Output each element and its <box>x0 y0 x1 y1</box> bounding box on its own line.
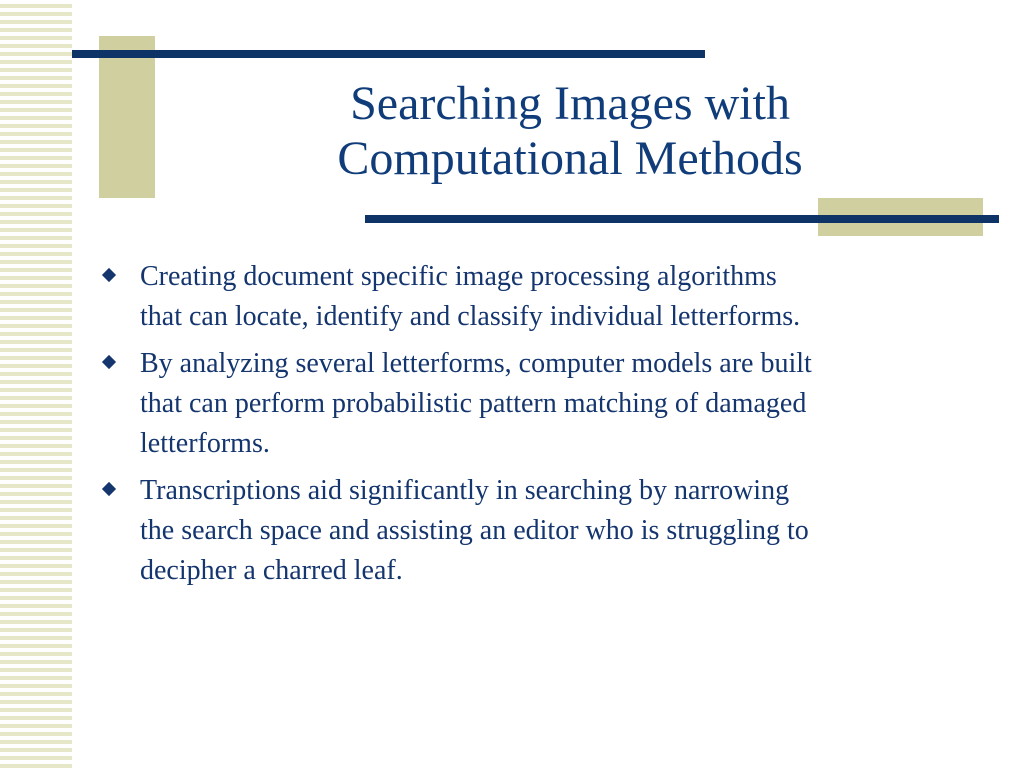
bullet-line: By analyzing several letterforms, computer models are built <box>140 348 812 379</box>
decorative-stripes <box>0 0 72 768</box>
bullet-list <box>100 257 980 598</box>
bullet-line: decipher a charred leaf. <box>140 555 403 586</box>
bullet-line: Creating document specific image processing algorithms <box>140 261 777 292</box>
bullet-item <box>100 471 980 591</box>
bullet-line: letterforms. <box>140 428 270 459</box>
decorative-tan-block-left <box>99 36 155 198</box>
decorative-rule-top <box>72 50 705 58</box>
slide-title <box>240 76 900 186</box>
slide-title-line-1: Searching Images with <box>350 77 790 130</box>
decorative-rule-bottom <box>365 215 999 223</box>
bullet-line: that can locate, identify and classify individual letterforms. <box>140 301 801 332</box>
bullet-line: Transcriptions aid significantly in searching by narrowing <box>140 475 790 506</box>
diamond-bullet-icon <box>102 268 116 282</box>
bullet-line: the search space and assisting an editor who is struggling to <box>140 515 809 546</box>
bullet-item <box>100 257 980 337</box>
bullet-item <box>100 344 980 464</box>
bullet-line: that can perform probabilistic pattern matching of damaged <box>140 388 807 419</box>
slide-title-line-2: Computational Methods <box>337 132 803 185</box>
diamond-bullet-icon <box>102 482 116 496</box>
diamond-bullet-icon <box>102 355 116 369</box>
